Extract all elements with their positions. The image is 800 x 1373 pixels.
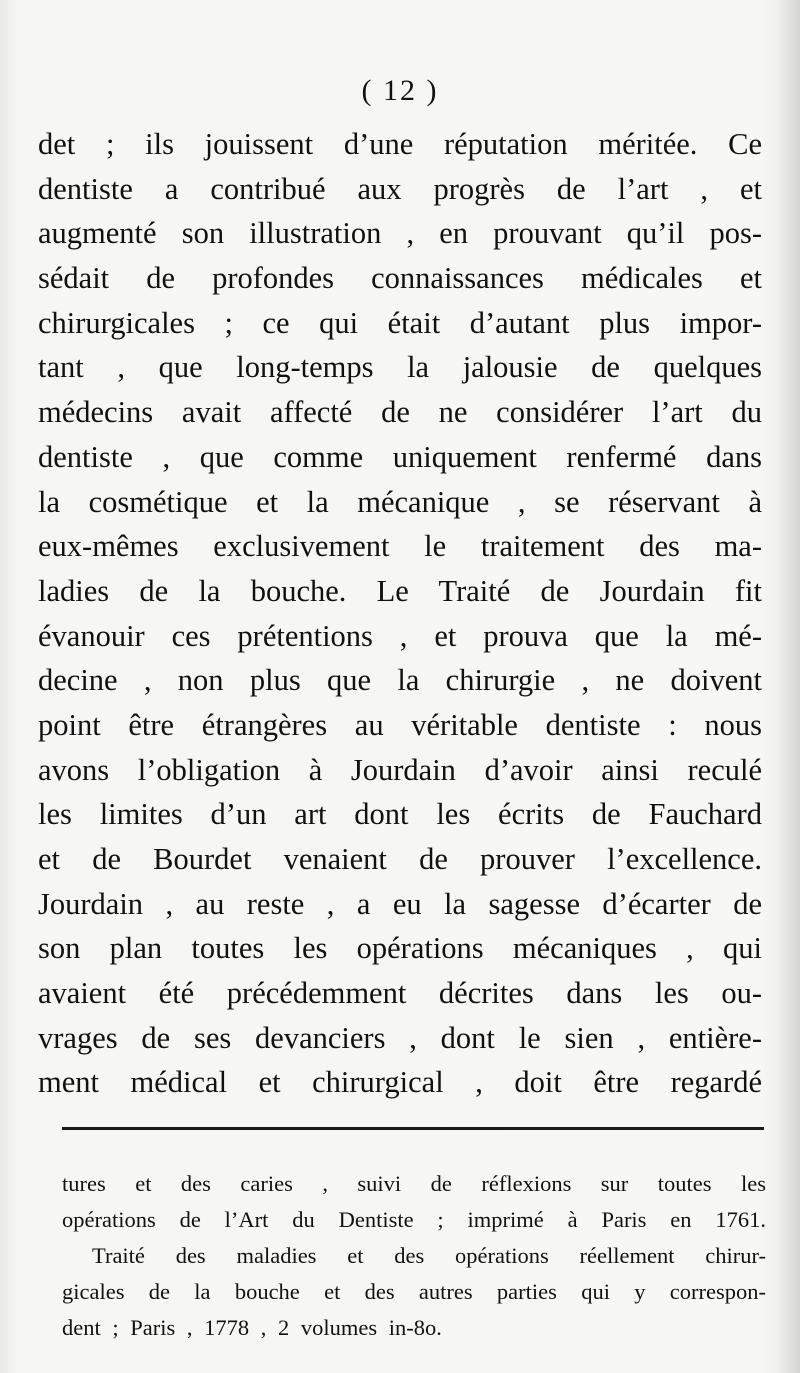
footnote-rule — [62, 1127, 764, 1130]
text-line: médecins avait affecté de ne considérer l’art du — [38, 395, 762, 430]
main-text — [38, 122, 762, 1105]
text-line: tant , que long-temps la jalousie de quelques — [38, 350, 762, 385]
text-line: les limites d’un art dont les écrits de Fauchard — [38, 797, 762, 832]
text-line: avons l’obligation à Jourdain d’avoir ainsi reculé — [38, 752, 762, 787]
text-line: sédait de profondes connaissances médicales et — [38, 261, 762, 296]
footnote-line: dent ; Paris , 1778 , 2 volumes in-8o. — [62, 1315, 442, 1340]
text-line: ladies de la bouche. Le Traité de Jourdain fit — [38, 573, 762, 608]
text-line: augmenté son illustration , en prouvant qu’il pos- — [38, 216, 762, 251]
text-line: vrages de ses devanciers , dont le sien , entière- — [38, 1020, 762, 1055]
text-line: évanouir ces prétentions , et prouva que la mé- — [38, 618, 762, 653]
footnote-line: tures et des caries , suivi de réflexions sur toutes les — [62, 1171, 766, 1196]
footnote-line: opérations de l’Art du Dentiste ; imprimé à Paris en 1761. — [62, 1207, 766, 1232]
text-line: Jourdain , au reste , a eu la sagesse d’écarter de — [38, 886, 762, 921]
footnote-line: gicales de la bouche et des autres parties qui y correspon- — [62, 1279, 766, 1304]
text-line: la cosmétique et la mécanique , se réservant à — [38, 484, 762, 519]
text-line: chirurgicales ; ce qui était d’autant plus impor- — [38, 305, 762, 340]
text-line: dentiste , que comme uniquement renfermé dans — [38, 439, 762, 474]
page-number: ( 12 ) — [361, 74, 439, 107]
text-line: ment médical et chirurgical , doit être regardé — [38, 1065, 762, 1100]
text-line: son plan toutes les opérations mécaniques , qui — [38, 931, 762, 966]
footnote-line: Traité des maladies et des opérations réellement chirur- — [92, 1243, 766, 1268]
page-edge-shadow — [778, 0, 800, 1373]
text-line: et de Bourdet venaient de prouver l’excellence. — [38, 842, 762, 876]
text-line: dentiste a contribué aux progrès de l’art , et — [38, 171, 762, 206]
text-line: point être étrangères au véritable dentiste : nous — [38, 707, 762, 742]
text-line: eux-mêmes exclusivement le traitement des ma- — [38, 529, 762, 564]
text-line: decine , non plus que la chirurgie , ne doivent — [38, 663, 762, 698]
footnotes — [62, 1166, 766, 1346]
text-line: avaient été précédemment décrites dans les ou- — [38, 976, 762, 1011]
text-line: det ; ils jouissent d’une réputation méritée. Ce — [38, 127, 762, 161]
